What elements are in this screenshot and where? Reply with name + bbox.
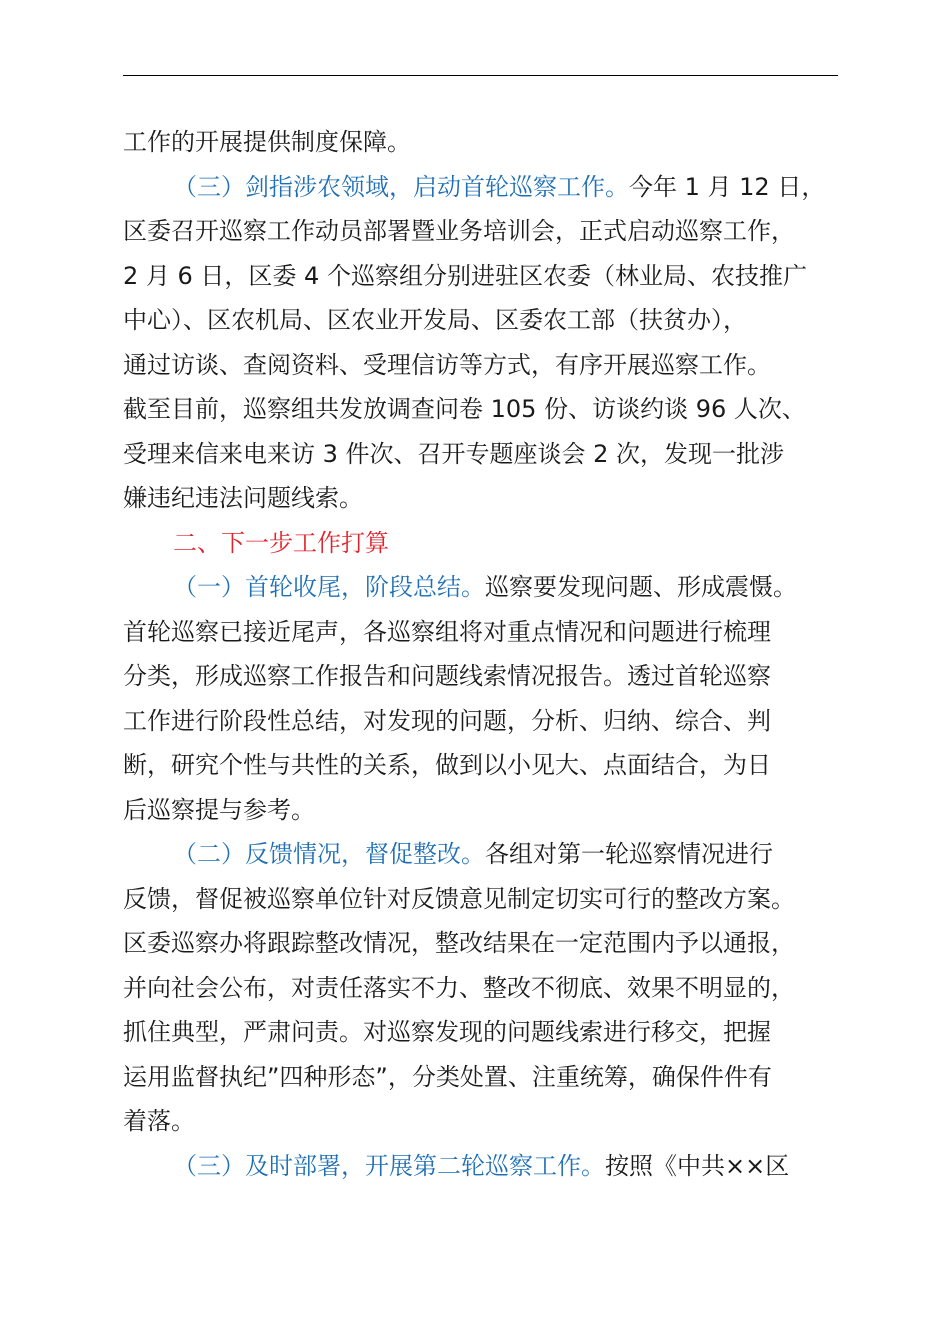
text-line — [123, 298, 863, 343]
text-line — [123, 254, 863, 299]
body-text: 区委召开巡察工作动员部署暨业务培训会，正式启动巡察工作， — [123, 217, 795, 245]
text-line — [123, 387, 863, 432]
text-line — [123, 1144, 863, 1189]
body-text: 着落。 — [123, 1107, 195, 1135]
text-line — [123, 921, 863, 966]
text-line — [123, 165, 863, 210]
text-line — [123, 654, 863, 699]
text-line — [123, 432, 863, 477]
text-line — [123, 209, 863, 254]
text-line — [123, 1010, 863, 1055]
section-heading: 二、下一步工作打算 — [173, 528, 389, 557]
document-body — [123, 120, 863, 1188]
body-text: 通过访谈、查阅资料、受理信访等方式，有序开展巡察工作。 — [123, 350, 771, 379]
text-line — [123, 743, 863, 788]
body-text: 今年 1 月 12 日， — [629, 172, 826, 201]
body-text: 巡察要发现问题、形成震慑。 — [485, 573, 797, 601]
body-text: 首轮巡察已接近尾声，各巡察组将对重点情况和问题进行梳理 — [123, 617, 771, 646]
text-line — [123, 521, 863, 566]
body-text: 截至目前，巡察组共发放调查问卷 105 份、访谈约谈 96 人次、 — [123, 395, 806, 423]
body-text: 工作进行阶段性总结，对发现的问题，分析、归纳、综合、判 — [123, 706, 771, 735]
text-line — [123, 966, 863, 1011]
text-line — [123, 343, 863, 388]
body-text: 分类，形成巡察工作报告和问题线索情况报告。透过首轮巡察 — [123, 662, 771, 690]
text-line — [123, 699, 863, 744]
subsection-heading: （三）及时部署，开展第二轮巡察工作。 — [173, 1151, 605, 1180]
text-line — [123, 1099, 863, 1144]
text-line — [123, 832, 863, 877]
body-text: 工作的开展提供制度保障。 — [123, 128, 411, 156]
text-line — [123, 610, 863, 655]
subsection-heading: （二）反馈情况，督促整改。 — [173, 840, 485, 868]
body-text: 反馈，督促被巡察单位针对反馈意见制定切实可行的整改方案。 — [123, 884, 795, 913]
body-text: 受理来信来电来访 3 件次、召开专题座谈会 2 次，发现一批涉 — [123, 439, 785, 468]
body-text: 抓住典型，严肃问责。对巡察发现的问题线索进行移交，把握 — [123, 1018, 771, 1046]
text-line — [123, 120, 863, 165]
body-text: 后巡察提与参考。 — [123, 795, 315, 824]
body-text: 嫌违纪违法问题线索。 — [123, 484, 363, 512]
subsection-heading: （一）首轮收尾，阶段总结。 — [173, 573, 485, 601]
body-text: 各组对第一轮巡察情况进行 — [485, 840, 773, 868]
body-text: 按照《中共××区 — [605, 1151, 790, 1180]
body-text: 2 月 6 日，区委 4 个巡察组分别进驻区农委（林业局、农技推广 — [123, 261, 807, 290]
text-line — [123, 1055, 863, 1100]
text-line — [123, 476, 863, 521]
body-text: 区委巡察办将跟踪整改情况，整改结果在一定范围内予以通报， — [123, 929, 795, 957]
body-text: 运用监督执纪”四种形态”，分类处置、注重统筹，确保件件有 — [123, 1062, 772, 1091]
text-line — [123, 788, 863, 833]
body-text: 断，研究个性与共性的关系，做到以小见大、点面结合，为日 — [123, 751, 771, 779]
text-line — [123, 565, 863, 610]
body-text: 中心）、区农机局、区农业开发局、区委农工部（扶贫办）， — [123, 306, 747, 334]
text-line — [123, 877, 863, 922]
subsection-heading: （三）剑指涉农领域，启动首轮巡察工作。 — [173, 172, 629, 201]
header-rule — [123, 75, 838, 76]
body-text: 并向社会公布，对责任落实不力、整改不彻底、效果不明显的， — [123, 973, 795, 1002]
